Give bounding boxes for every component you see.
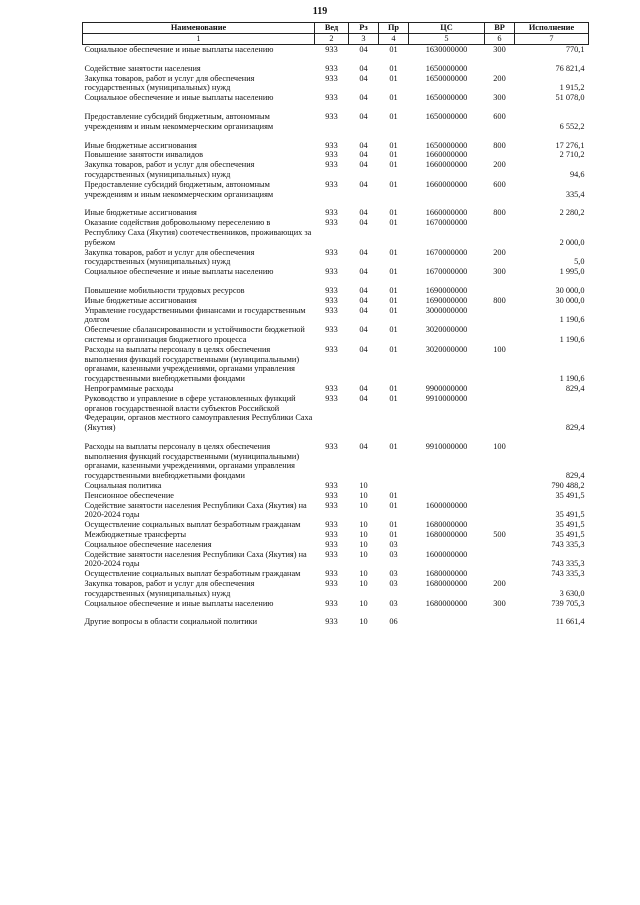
row-cs: 1660000000 <box>425 150 468 160</box>
row-pr: 01 <box>389 160 398 170</box>
table-column-numbers-row <box>83 34 589 45</box>
row-name: Расходы на выплаты персоналу в целях обеспечения выполнения функций государственными (муниципальными) органами, казенными учреждениями, органами управления государственными внебюджетными фондами <box>84 441 300 481</box>
row-vr: 200 <box>493 160 506 170</box>
row-spacer-cell <box>83 199 589 208</box>
row-amount: 1 190,6 <box>559 315 585 325</box>
row-name: Повышение мобильности трудовых ресурсов <box>84 285 245 295</box>
row-rz: 10 <box>359 490 368 500</box>
row-vr <box>485 540 515 550</box>
row-vr: 300 <box>493 267 506 277</box>
header-pr: Пр <box>379 23 409 34</box>
row-cs: 1680000000 <box>425 530 468 540</box>
row-ved: 933 <box>325 93 338 103</box>
table-row <box>83 306 589 326</box>
row-cs: 9910000000 <box>425 393 468 403</box>
row-rz: 04 <box>359 218 368 228</box>
row-pr: 01 <box>389 150 398 160</box>
row-pr: 01 <box>389 530 398 540</box>
table-row <box>83 442 589 481</box>
row-spacer-cell <box>83 433 589 442</box>
row-rz: 04 <box>359 247 368 257</box>
row-amount: 17 276,1 <box>555 140 585 150</box>
row-cs: 1670000000 <box>425 267 468 277</box>
row-ved: 933 <box>325 208 338 218</box>
table-row <box>83 540 589 550</box>
row-ved: 933 <box>325 530 338 540</box>
row-cs <box>409 540 485 550</box>
column-number: 2 <box>315 34 349 45</box>
row-ved: 933 <box>325 598 338 608</box>
row-amount: 829,4 <box>565 423 585 433</box>
row-name: Осуществление социальных выплат безработным гражданам <box>84 569 301 579</box>
row-vr: 200 <box>493 247 506 257</box>
table-row <box>83 599 589 609</box>
row-vr <box>485 481 515 491</box>
row-name: Закупка товаров, работ и услуг для обеспечения государственных (муниципальных) нужд <box>84 247 255 267</box>
row-name: Пенсионное обеспечение <box>84 490 174 500</box>
row-ved: 933 <box>325 160 338 170</box>
row-vr: 300 <box>493 45 506 54</box>
row-rz: 04 <box>359 45 368 54</box>
row-vr: 300 <box>493 598 506 608</box>
row-name: Социальное обеспечение и иные выплаты населению <box>84 45 274 54</box>
row-name: Предоставление субсидий бюджетным, автономным учреждениям и иным некоммерческим организациям <box>84 179 274 199</box>
row-cs: 1650000000 <box>425 111 468 121</box>
row-name: Повышение занятости инвалидов <box>84 150 204 160</box>
row-vr <box>485 150 515 160</box>
row-rz: 04 <box>359 325 368 335</box>
row-name: Расходы на выплаты персоналу в целях обеспечения выполнения функций государственными (муниципальными) органами, казенными учреждениями, органами управления государственными внебюджетными фондами <box>84 344 300 384</box>
row-spacer <box>83 277 589 286</box>
row-rz: 04 <box>359 383 368 393</box>
header-cs: ЦС <box>409 23 485 34</box>
row-pr: 01 <box>389 111 398 121</box>
row-cs: 1650000000 <box>425 93 468 103</box>
header-ved: Вед <box>315 23 349 34</box>
row-amount: 829,4 <box>565 471 585 481</box>
row-name: Управление государственными финансами и государственным долгом <box>84 305 306 325</box>
row-pr: 03 <box>389 549 398 559</box>
header-amount: Исполнение <box>515 23 589 34</box>
row-rz: 04 <box>359 267 368 277</box>
row-amount: 11 661,4 <box>555 617 585 627</box>
row-ved: 933 <box>325 179 338 189</box>
row-name: Закупка товаров, работ и услуг для обеспечения государственных (муниципальных) нужд <box>84 160 255 179</box>
row-cs <box>409 491 485 501</box>
row-pr: 01 <box>389 218 398 228</box>
table-row <box>83 550 589 570</box>
row-name: Иные бюджетные ассигнования <box>84 208 197 218</box>
row-pr: 01 <box>389 441 398 451</box>
row-name: Осуществление социальных выплат безработным гражданам <box>84 520 301 530</box>
table-row <box>83 530 589 540</box>
row-name: Социальное обеспечение населения <box>84 539 212 549</box>
table-row <box>83 160 589 180</box>
table-row <box>83 64 589 74</box>
row-cs: 1670000000 <box>425 218 468 228</box>
row-pr: 01 <box>389 520 398 530</box>
row-vr: 100 <box>493 344 506 354</box>
row-rz: 04 <box>359 93 368 103</box>
row-pr: 01 <box>389 267 398 277</box>
row-rz: 04 <box>359 73 368 83</box>
row-amount: 335,4 <box>565 189 585 199</box>
header-rz: Рз <box>349 23 379 34</box>
row-vr <box>485 306 515 326</box>
row-rz: 04 <box>359 140 368 150</box>
row-pr: 01 <box>389 344 398 354</box>
row-rz: 04 <box>359 295 368 305</box>
row-amount: 3 630,0 <box>559 588 585 598</box>
table-row <box>83 345 589 384</box>
row-pr: 03 <box>389 598 398 608</box>
row-name: Социальное обеспечение и иные выплаты населению <box>84 267 274 277</box>
row-ved: 933 <box>325 393 338 403</box>
table-row <box>83 74 589 94</box>
row-ved: 933 <box>325 441 338 451</box>
row-amount: 743 335,3 <box>551 539 585 549</box>
row-name: Межбюджетные трансферты <box>84 530 187 540</box>
row-amount: 94,6 <box>569 169 585 179</box>
row-ved: 933 <box>325 73 338 83</box>
row-rz: 10 <box>359 520 368 530</box>
row-pr: 01 <box>389 179 398 189</box>
row-spacer <box>83 103 589 112</box>
row-spacer-cell <box>83 277 589 286</box>
row-amount: 1 190,6 <box>559 374 585 384</box>
page-number: 119 <box>312 6 328 17</box>
row-cs: 9910000000 <box>425 441 468 451</box>
row-rz: 10 <box>359 530 368 540</box>
row-cs: 1670000000 <box>425 247 468 257</box>
row-vr <box>485 550 515 570</box>
table-row <box>83 501 589 521</box>
row-cs: 1650000000 <box>425 73 468 83</box>
row-ved: 933 <box>325 344 338 354</box>
row-rz: 10 <box>359 539 368 549</box>
row-vr: 800 <box>493 140 506 150</box>
row-cs: 1680000000 <box>425 520 468 530</box>
table-row <box>83 491 589 501</box>
row-rz: 04 <box>359 305 368 315</box>
row-amount: 30 000,0 <box>555 285 585 295</box>
row-pr: 01 <box>389 63 398 73</box>
row-rz: 04 <box>359 344 368 354</box>
row-spacer-cell <box>83 608 589 617</box>
table-row <box>83 248 589 268</box>
row-amount: 6 552,2 <box>559 121 585 131</box>
column-number: 5 <box>409 34 485 45</box>
row-ved: 933 <box>325 549 338 559</box>
row-pr: 01 <box>389 73 398 83</box>
row-vr <box>485 325 515 345</box>
row-vr <box>485 286 515 296</box>
table-row <box>83 141 589 151</box>
row-cs: 1650000000 <box>425 63 468 73</box>
row-cs: 3020000000 <box>425 344 468 354</box>
row-amount: 1 995,0 <box>559 267 585 277</box>
row-cs <box>409 617 485 627</box>
row-rz: 04 <box>359 111 368 121</box>
row-ved: 933 <box>325 63 338 73</box>
row-ved: 933 <box>325 539 338 549</box>
column-number: 1 <box>83 34 315 45</box>
row-amount: 2 710,2 <box>559 150 585 160</box>
row-rz: 04 <box>359 393 368 403</box>
row-ved: 933 <box>325 617 338 627</box>
row-vr: 800 <box>493 208 506 218</box>
row-rz: 04 <box>359 150 368 160</box>
row-pr: 01 <box>389 295 398 305</box>
table-row <box>83 579 589 599</box>
table-row <box>83 93 589 103</box>
row-cs: 1690000000 <box>425 295 468 305</box>
row-amount: 770,1 <box>565 45 585 54</box>
row-amount: 35 491,5 <box>555 530 585 540</box>
row-name: Обеспечение сбалансированности и устойчивости бюджетной системы и организация бюджетного процесса <box>84 325 305 344</box>
row-spacer <box>83 132 589 141</box>
row-vr <box>485 218 515 247</box>
row-amount: 2 280,2 <box>559 208 585 218</box>
row-amount: 1 915,2 <box>559 83 585 93</box>
row-vr: 600 <box>493 179 506 189</box>
row-vr: 500 <box>493 530 506 540</box>
row-amount: 743 335,3 <box>551 559 585 569</box>
row-spacer <box>83 55 589 64</box>
row-rz: 04 <box>359 285 368 295</box>
row-vr <box>485 520 515 530</box>
table-row <box>83 520 589 530</box>
row-cs: 9900000000 <box>425 383 468 393</box>
row-cs: 1680000000 <box>425 569 468 579</box>
row-spacer <box>83 199 589 208</box>
row-cs: 1660000000 <box>425 160 468 170</box>
row-vr: 100 <box>493 441 506 451</box>
row-rz: 04 <box>359 160 368 170</box>
row-spacer-cell <box>83 103 589 112</box>
row-vr: 600 <box>493 111 506 121</box>
row-amount: 5,0 <box>574 257 585 267</box>
row-name: Другие вопросы в области социальной политики <box>84 617 258 627</box>
table-row <box>83 569 589 579</box>
table-row <box>83 325 589 345</box>
row-pr: 01 <box>389 208 398 218</box>
row-vr <box>485 491 515 501</box>
row-vr <box>485 394 515 433</box>
row-cs: 1690000000 <box>425 285 468 295</box>
row-rz: 04 <box>359 63 368 73</box>
row-vr <box>485 64 515 74</box>
row-vr <box>485 569 515 579</box>
row-amount: 1 190,6 <box>559 334 585 344</box>
row-ved: 933 <box>325 325 338 335</box>
row-ved: 933 <box>325 267 338 277</box>
row-pr: 06 <box>389 617 398 627</box>
row-rz: 10 <box>359 481 368 491</box>
table-row <box>83 218 589 247</box>
row-pr: 03 <box>389 579 398 589</box>
row-pr: 01 <box>389 45 398 54</box>
row-amount: 35 491,5 <box>555 520 585 530</box>
row-amount: 829,4 <box>565 383 585 393</box>
row-vr: 300 <box>493 93 506 103</box>
row-ved: 933 <box>325 150 338 160</box>
row-cs: 3000000000 <box>425 305 468 315</box>
row-spacer-cell <box>83 132 589 141</box>
header-name: Наименование <box>83 23 315 34</box>
row-rz: 10 <box>359 598 368 608</box>
table-row <box>83 296 589 306</box>
row-vr <box>485 501 515 521</box>
row-vr: 200 <box>493 73 506 83</box>
row-name: Закупка товаров, работ и услуг для обеспечения государственных (муниципальных) нужд <box>84 73 255 93</box>
column-number: 3 <box>349 34 379 45</box>
row-rz: 04 <box>359 441 368 451</box>
row-rz: 10 <box>359 617 368 627</box>
row-ved: 933 <box>325 520 338 530</box>
row-pr: 01 <box>389 500 398 510</box>
row-rz: 10 <box>359 569 368 579</box>
row-amount: 35 491,5 <box>555 510 585 520</box>
row-amount: 51 078,0 <box>555 93 585 103</box>
row-pr: 03 <box>389 569 398 579</box>
row-name: Содействие занятости населения Республики Саха (Якутия) на 2020-2024 годы <box>84 500 307 520</box>
row-pr: 03 <box>389 539 398 549</box>
row-amount: 76 821,4 <box>555 63 585 73</box>
row-cs: 1660000000 <box>425 179 468 189</box>
column-number: 6 <box>485 34 515 45</box>
budget-table <box>82 22 589 627</box>
table-row <box>83 384 589 394</box>
row-vr: 200 <box>493 579 506 589</box>
row-spacer <box>83 433 589 442</box>
row-ved: 933 <box>325 140 338 150</box>
row-cs: 1650000000 <box>425 140 468 150</box>
row-ved: 933 <box>325 111 338 121</box>
row-cs: 1660000000 <box>425 208 468 218</box>
row-amount: 739 705,3 <box>551 598 585 608</box>
table-row <box>83 180 589 200</box>
row-pr: 01 <box>389 305 398 315</box>
row-name: Закупка товаров, работ и услуг для обеспечения государственных (муниципальных) нужд <box>84 579 255 598</box>
table-row <box>83 394 589 433</box>
row-cs: 1680000000 <box>425 598 468 608</box>
row-pr: 01 <box>389 325 398 335</box>
row-ved: 933 <box>325 285 338 295</box>
row-name: Руководство и управление в сфере установленных функций органов государственной власти субъектов Российской Федерации, органов местного самоуправления Республики Саха (Якутия) <box>84 393 313 433</box>
row-ved: 933 <box>325 490 338 500</box>
row-name: Социальная политика <box>84 481 162 491</box>
row-pr: 01 <box>389 285 398 295</box>
row-name: Иные бюджетные ассигнования <box>84 295 197 305</box>
row-spacer <box>83 608 589 617</box>
row-rz: 04 <box>359 179 368 189</box>
row-pr: 01 <box>389 393 398 403</box>
row-pr: 01 <box>389 383 398 393</box>
row-name: Предоставление субсидий бюджетным, автономным учреждениям и иным некоммерческим организациям <box>84 111 274 131</box>
header-vr: ВР <box>485 23 515 34</box>
row-ved: 933 <box>325 247 338 257</box>
row-name: Содействие занятости населения Республики Саха (Якутия) на 2020-2024 годы <box>84 549 307 569</box>
row-cs: 1680000000 <box>425 579 468 589</box>
table-row <box>83 481 589 491</box>
row-rz: 10 <box>359 500 368 510</box>
row-amount: 30 000,0 <box>555 295 585 305</box>
row-ved: 933 <box>325 45 338 54</box>
table-row <box>83 45 589 55</box>
table-row <box>83 286 589 296</box>
row-name: Социальное обеспечение и иные выплаты населению <box>84 93 274 103</box>
row-ved: 933 <box>325 305 338 315</box>
row-amount: 790 488,2 <box>551 481 585 491</box>
row-pr: 01 <box>389 247 398 257</box>
row-cs <box>409 481 485 491</box>
row-spacer-cell <box>83 55 589 64</box>
column-number: 7 <box>515 34 589 45</box>
table-row <box>83 112 589 132</box>
row-ved: 933 <box>325 481 338 491</box>
table-row <box>83 617 589 627</box>
row-pr: 01 <box>389 93 398 103</box>
row-amount: 2 000,0 <box>559 237 585 247</box>
row-ved: 933 <box>325 579 338 589</box>
row-ved: 933 <box>325 569 338 579</box>
row-vr: 800 <box>493 295 506 305</box>
row-rz: 10 <box>359 549 368 559</box>
row-name: Содействие занятости населения <box>84 63 201 73</box>
row-cs: 1600000000 <box>425 500 468 510</box>
row-name: Социальное обеспечение и иные выплаты населению <box>84 598 274 608</box>
table-row <box>83 150 589 160</box>
row-rz: 10 <box>359 579 368 589</box>
row-amount: 35 491,5 <box>555 490 585 500</box>
row-ved: 933 <box>325 218 338 228</box>
row-ved: 933 <box>325 295 338 305</box>
row-pr: 01 <box>389 140 398 150</box>
table-row <box>83 208 589 218</box>
row-amount: 743 335,3 <box>551 569 585 579</box>
row-rz: 04 <box>359 208 368 218</box>
row-cs: 1630000000 <box>425 45 468 54</box>
row-ved: 933 <box>325 383 338 393</box>
row-cs: 3020000000 <box>425 325 468 335</box>
row-ved: 933 <box>325 500 338 510</box>
row-vr <box>485 617 515 627</box>
row-pr <box>379 481 409 491</box>
row-vr <box>485 384 515 394</box>
row-name: Иные бюджетные ассигнования <box>84 140 197 150</box>
column-number: 4 <box>379 34 409 45</box>
row-pr: 01 <box>389 490 398 500</box>
table-row <box>83 267 589 277</box>
row-name: Оказание содействия добровольному переселению в Республику Саха (Якутия) соотечественников, проживающих за рубежом <box>84 218 312 247</box>
table-header-row <box>83 23 589 34</box>
row-name: Непрограммные расходы <box>84 383 174 393</box>
row-cs: 1600000000 <box>425 549 468 559</box>
